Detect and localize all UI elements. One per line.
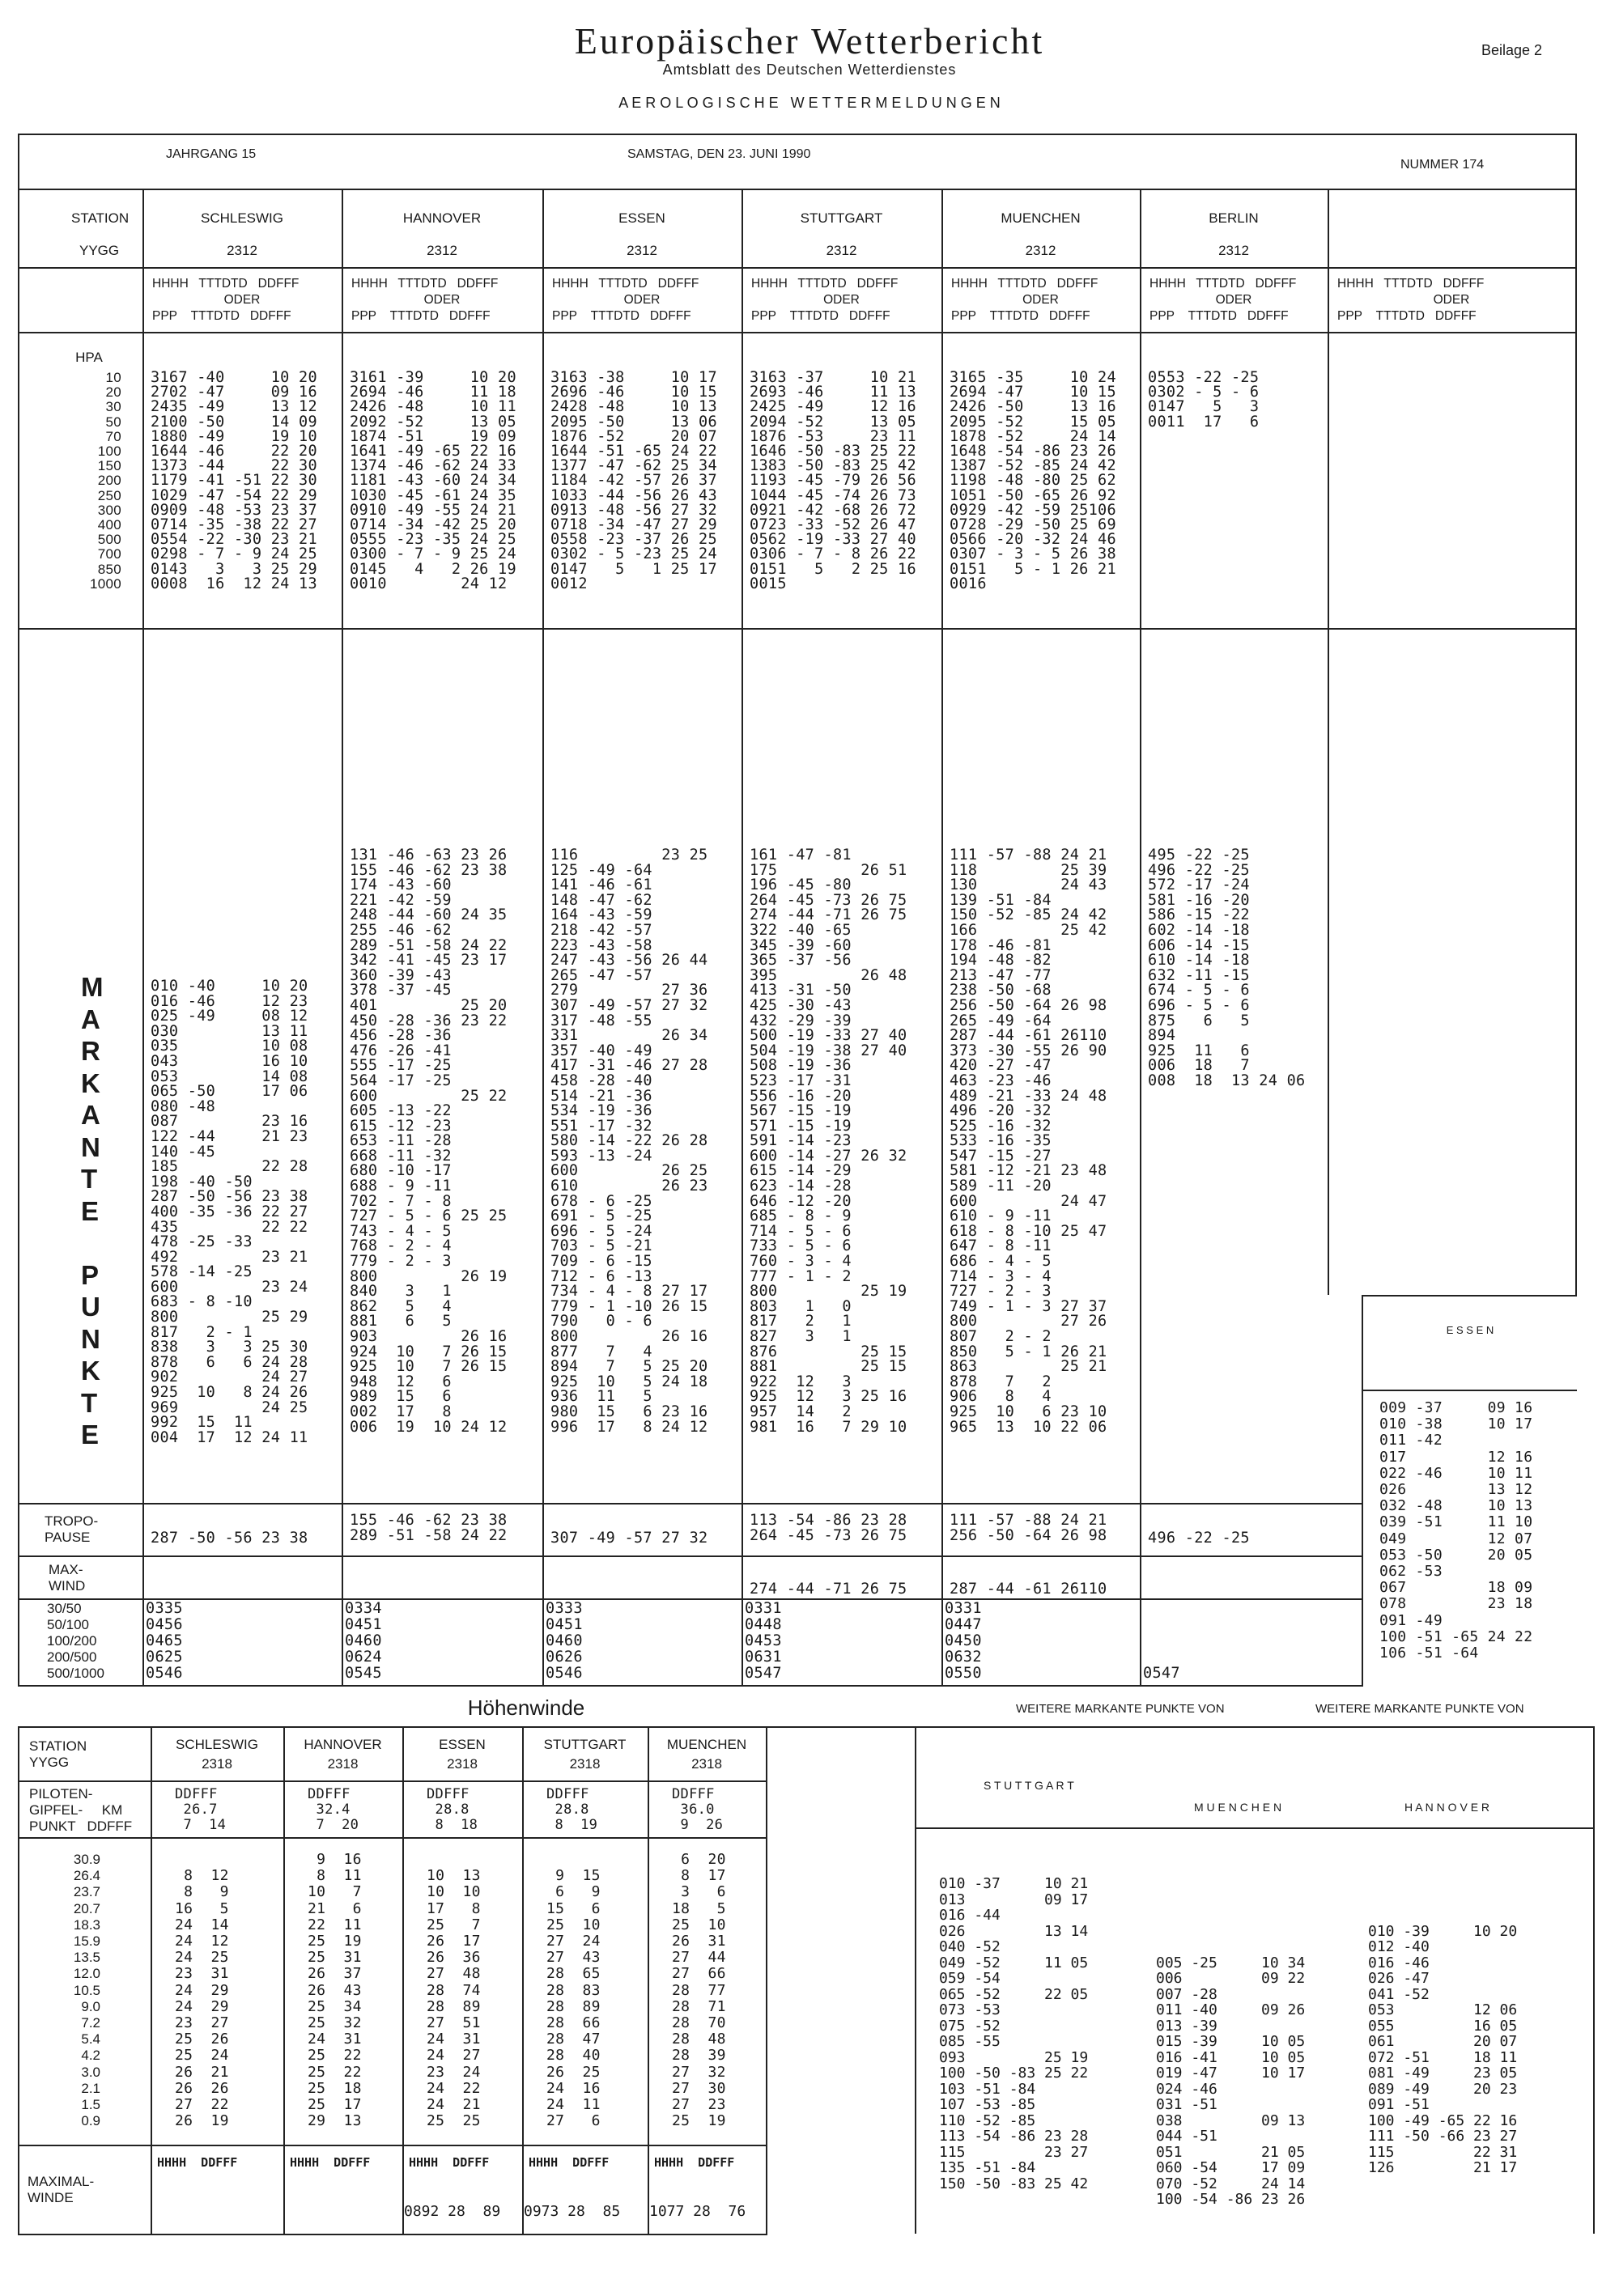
essen-extra-rows: 009 -37 09 16 010 -38 10 17 011 -42 017 12 16 022 -46 10 11 026 13 12 032 -48 10 13 039 -51 11 10 049 12 07 053 -50 20 05 062 -53 067 18 09 078 23 18 091 -49 100 -51 -65 24 22 106 -51 -64 xyxy=(1379,1399,1533,1662)
tropopause-label: TROPO- PAUSE xyxy=(45,1513,99,1545)
hw-maxwind-header: HHHH DDFFF xyxy=(529,2155,610,2170)
markante-punkte: 131 -46 -63 23 26 155 -46 -62 23 38 174 -43 -60 221 -42 -59 248 -44 -60 24 35 255 -46 -62 289 -51 -58 24 22 342 -41 -45 23 17 360 -39 -43 378 -37 -45 401 25 20 450 -28 -36 23 22 456 -28 -36 476 -26 -41 555 -17 -25 564 -17 -25 600 25 22 605 -13 -22 615 -12 -23 653 -11 -28 668 -11 -32 680 -10 -17 688 - 9 -11 702 - 7 - 8 727 - 5 - 6 25 25 743 - 4 - 5 768 - 2 - 4 779 - 2 - 3 800 26 19 840 3 1 862 5 4 881 6 5 903 26 16 924 10 7 26 15 925 10 7 26 15 948 12 6 989 15 6 002 17 8 006 19 10 24 12 xyxy=(350,847,508,1436)
col-header-bot: PPP TTTDTD DDFFF xyxy=(552,309,691,323)
hw-wind-values: 8 12 8 9 16 5 24 14 24 12 24 25 23 31 24 29 24 29 23 27 25 26 25 24 26 21 26 26 27 22 26 19 xyxy=(175,1867,229,2130)
layer-thickness: 0331 0448 0453 0631 0547 xyxy=(745,1600,782,1682)
markante-punkte: 116 23 25 125 -49 -64 141 -46 -61 148 -47 -62 164 -43 -59 218 -42 -57 223 -43 -58 247 -43 -56 26 44 265 -47 -57 279 27 36 307 -49 -57 27 32 317 -48 -55 331 26 34 357 -40 -49 417 -31 -46 27 28 458 -28 -40 514 -21 -36 534 -19 -36 551 -17 -32 580 -14 -22 26 28 593 -13 -24 600 26 25 610 26 23 678 - 6 -25 691 - 5 -25 696 - 5 -24 703 - 5 -21 709 - 6 -15 712 - 6 -13 734 - 4 - 8 27 17 779 - 1 -10 26 15 790 0 - 6 800 26 16 877 7 4 894 7 5 25 20 925 10 5 24 18 936 11 5 980 15 6 23 16 996 17 8 24 12 xyxy=(550,847,708,1436)
maxwind-label: MAX- WIND xyxy=(49,1562,86,1594)
station-label: STATION xyxy=(71,210,130,226)
hw-pilot-label: PILOTEN- GIPFEL- KM PUNKT DDFFF xyxy=(29,1786,133,1834)
maxwind-values: 274 -44 -71 26 75 xyxy=(750,1581,907,1598)
station-name: STUTTGART xyxy=(800,210,883,226)
standard-levels: 3165 -35 10 24 2694 -47 10 15 2426 -50 13 16 2095 -52 15 05 1878 -52 24 14 1648 -54 -86 23 26 1387 -52 -85 24 42 1198 -48 -80 25 62 1051 -50 -65 26 92 0929 -42 -59 25106 0728 -29 -50 25 69 0566 -20 -32 24 46 0307 - 3 - 5 26 38 0151 5 - 1 26 21 0016 xyxy=(950,369,1116,592)
weitere-label-1: WEITERE MARKANTE PUNKTE VON xyxy=(1016,1702,1225,1716)
hw-maxwind-value: 1077 28 76 xyxy=(649,2203,746,2220)
markante-punkte: 495 -22 -25 496 -22 -25 572 -17 -24 581 -16 -20 586 -15 -22 602 -14 -18 606 -14 -15 610 -14 -18 632 -11 -15 674 - 5 - 6 696 - 5 - 6 875 6 5 894 925 11 6 006 18 7 008 18 13 24 06 xyxy=(1148,847,1306,1089)
supplement-label: Beilage 2 xyxy=(1481,42,1543,58)
weitere-muenchen-rows: 005 -25 10 34 006 09 22 007 -28 011 -40 09 26 013 -39 015 -39 10 05 016 -41 10 05 019 -47 10 17 024 -46 031 -51 038 09 13 044 -51 051 21 05 060 -54 17 09 070 -52 24 14 100 -54 -86 23 26 xyxy=(1156,1954,1306,2208)
station-name: BERLIN xyxy=(1209,210,1259,226)
col-header-mid: ODER xyxy=(223,293,261,307)
col-header-top: HHHH TTTDTD DDFFF xyxy=(1337,277,1485,291)
layer-thickness: 0333 0451 0460 0626 0546 xyxy=(546,1600,583,1682)
hw-wind-values: 9 15 6 9 15 6 25 10 27 24 27 43 28 65 28 83 28 89 28 66 28 47 28 40 26 25 24 16 24 11 27 6 xyxy=(546,1867,601,2130)
col-header-bot: PPP TTTDTD DDFFF xyxy=(1337,309,1477,323)
date-label: SAMSTAG, DEN 23. JUNI 1990 xyxy=(627,147,811,161)
hw-station-yygg: 2318 xyxy=(569,1756,601,1772)
maxwind-values: 287 -44 -61 26110 xyxy=(950,1581,1107,1598)
hw-station-name: MUENCHEN xyxy=(666,1737,747,1752)
hw-pilot-values: DDFFF 26.7 7 14 xyxy=(175,1786,227,1833)
weitere-stuttgart-rows: 010 -37 10 21 013 09 17 016 -44 026 13 14 040 -52 049 -52 11 05 059 -54 065 -52 22 05 073 -53 075 -52 085 -55 093 25 19 100 -50 -83 25 22 103 -51 -84 107 -53 -85 110 -52 -85 113 -54 -86 23 28 115 23 27 135 -51 -84 150 -50 -83 25 42 xyxy=(939,1875,1089,2192)
layer-thickness: 0335 0456 0465 0625 0546 xyxy=(146,1600,183,1682)
hw-maxwind-header: HHHH DDFFF xyxy=(157,2155,238,2170)
weitere-hannover-rows: 010 -39 10 20 012 -40 016 -46 026 -47 041 -52 053 12 06 055 16 05 061 20 07 072 -51 18 11 081 -49 23 05 089 -49 20 23 091 -51 100 -49 -65 22 16 111 -50 -66 23 27 115 22 31 126 21 17 xyxy=(1368,1922,1518,2176)
tropopause-values: 287 -50 -56 23 38 xyxy=(151,1530,308,1547)
hw-maxwinde-label: MAXIMAL- WINDE xyxy=(28,2174,95,2205)
tropopause-values: 496 -22 -25 xyxy=(1148,1530,1250,1547)
col-header-mid: ODER xyxy=(1022,293,1059,307)
standard-levels: 0553 -22 -25 0302 - 5 - 6 0147 5 3 0011 17 6 xyxy=(1148,369,1260,431)
hoehenwinde-title: Höhenwinde xyxy=(467,1695,585,1720)
hpa-levels: 10 20 30 50 70 100 150 200 250 300 400 500 700 850 1000 xyxy=(89,370,121,592)
issue-number: NUMMER 174 xyxy=(1400,158,1485,172)
layer-thickness-labels: 30/50 50/100 100/200 200/500 500/1000 xyxy=(47,1601,104,1681)
hw-station-yygg: 2318 xyxy=(691,1756,722,1772)
station-yygg: 2312 xyxy=(227,243,257,258)
page-subtitle: Amtsblatt des Deutschen Wetterdienstes xyxy=(662,62,957,78)
hw-station-name: ESSEN xyxy=(439,1737,486,1752)
hw-station-yygg: 2318 xyxy=(327,1756,359,1772)
tropopause-values: 113 -54 -86 23 28 264 -45 -73 26 75 xyxy=(750,1512,907,1544)
station-name: ESSEN xyxy=(618,210,665,226)
col-header-bot: PPP TTTDTD DDFFF xyxy=(1149,309,1289,323)
page-title: Europäischer Wetterbericht xyxy=(574,20,1045,62)
col-header-bot: PPP TTTDTD DDFFF xyxy=(152,309,291,323)
hw-maxwind-header: HHHH DDFFF xyxy=(654,2155,735,2170)
layer-thickness: 0334 0451 0460 0624 0545 xyxy=(345,1600,382,1682)
hw-station-yygg: 2318 xyxy=(202,1756,232,1772)
tropopause-values: 307 -49 -57 27 32 xyxy=(550,1530,708,1547)
col-header-bot: PPP TTTDTD DDFFF xyxy=(751,309,890,323)
col-header-bot: PPP TTTDTD DDFFF xyxy=(951,309,1090,323)
weitere-stuttgart-title: S T U T T G A R T xyxy=(984,1779,1074,1792)
station-name: SCHLESWIG xyxy=(200,210,284,226)
essen-extra-title: E S S E N xyxy=(1446,1324,1494,1336)
essen-extra-box xyxy=(1362,1295,1577,1687)
station-yygg: 2312 xyxy=(427,243,457,258)
hpa-label: HPA xyxy=(75,350,103,365)
standard-levels: 3167 -40 10 20 2702 -47 09 16 2435 -49 13 12 2100 -50 14 09 1880 -49 19 10 1644 -46 22 20 1373 -44 22 30 1179 -41 -51 22 30 1029 -47 -54 22 29 0909 -48 -53 23 37 0714 -35 -38 22 27 0554 -22 -30 23 21 0298 - 7 - 9 24 25 0143 3 3 25 29 0008 16 12 24 13 xyxy=(151,369,317,592)
hw-station-name: STUTTGART xyxy=(543,1737,627,1752)
weitere-muenchen-title: M U E N C H E N xyxy=(1194,1801,1282,1814)
section-title: A E R O L O G I S C H E W E T T E R M E L D U N G E N xyxy=(618,95,1001,111)
col-header-top: HHHH TTTDTD DDFFF xyxy=(751,277,899,291)
standard-levels: 3161 -39 10 20 2694 -46 11 18 2426 -48 10 11 2092 -52 13 05 1874 -51 19 09 1641 -49 -65 22 16 1374 -46 -62 24 33 1181 -43 -60 24 34 1030 -45 -61 24 35 0910 -49 -55 24 21 0714 -34 -42 25 20 0555 -23 -35 24 25 0300 - 7 - 9 25 24 0145 4 2 26 19 0010 24 12 xyxy=(350,369,516,592)
col-header-mid: ODER xyxy=(623,293,661,307)
station-name: HANNOVER xyxy=(402,210,482,226)
hw-levels: 30.9 26.4 23.7 20.7 18.3 15.9 13.5 12.0 10.5 9.0 7.2 5.4 4.2 3.0 2.1 1.5 0.9 xyxy=(73,1852,100,2129)
station-yygg: 2312 xyxy=(1218,243,1249,258)
layer-thickness: 0547 xyxy=(1143,1665,1180,1682)
hw-station-yygg: 2318 xyxy=(447,1756,478,1772)
volume-label: JAHRGANG 15 xyxy=(166,147,257,161)
hw-pilot-values: DDFFF 28.8 8 18 xyxy=(427,1786,478,1833)
markante-punkte: 010 -40 10 20 016 -46 12 23 025 -49 08 12 030 13 11 035 10 08 043 16 10 053 14 08 065 -50 17 06 080 -48 087 23 16 122 -44 21 23 140 -45 185 22 28 198 -40 -50 287 -50 -56 23 38 400 -35 -36 22 27 435 22 22 478 -25 -33 492 23 21 578 -14 -25 600 23 24 683 - 8 -10 800 25 29 817 2 - 1 838 3 3 25 30 878 6 6 24 28 902 24 27 925 10 8 24 26 969 24 25 992 15 11 004 17 12 24 11 xyxy=(151,978,308,1446)
layer-thickness: 0331 0447 0450 0632 0550 xyxy=(945,1600,982,1682)
col-header-mid: ODER xyxy=(1433,293,1470,307)
weitere-hannover-title: H A N N O V E R xyxy=(1404,1801,1490,1814)
hw-station-label: STATION YYGG xyxy=(29,1738,87,1770)
col-header-top: HHHH TTTDTD DDFFF xyxy=(351,277,499,291)
col-header-mid: ODER xyxy=(1215,293,1252,307)
col-header-mid: ODER xyxy=(823,293,860,307)
col-header-top: HHHH TTTDTD DDFFF xyxy=(152,277,300,291)
markante-punkte: 161 -47 -81 175 26 51 196 -45 -80 264 -45 -73 26 75 274 -44 -71 26 75 322 -40 -65 345 -39 -60 365 -37 -56 395 26 48 413 -31 -50 425 -30 -43 432 -29 -39 500 -19 -33 27 40 504 -19 -38 27 40 508 -19 -36 523 -17 -31 556 -16 -20 567 -15 -19 571 -15 -19 591 -14 -23 600 -14 -27 26 32 615 -14 -29 623 -14 -28 646 -12 -20 685 - 8 - 9 714 - 5 - 6 733 - 5 - 6 760 - 3 - 4 777 - 1 - 2 800 25 19 803 1 0 817 2 1 827 3 1 876 25 15 881 25 15 922 12 3 925 12 3 25 16 957 14 2 981 16 7 29 10 xyxy=(750,847,907,1436)
yygg-label: YYGG xyxy=(79,243,120,258)
col-header-bot: PPP TTTDTD DDFFF xyxy=(351,309,491,323)
standard-levels: 3163 -37 10 21 2693 -46 11 13 2425 -49 12 16 2094 -52 13 05 1876 -53 23 11 1646 -50 -83 25 22 1383 -50 -83 25 42 1193 -45 -79 26 56 1044 -45 -74 26 73 0921 -42 -68 26 72 0723 -33 -52 26 47 0562 -19 -33 27 40 0306 - 7 - 8 26 22 0151 5 2 25 16 0015 xyxy=(750,369,916,592)
standard-levels: 3163 -38 10 17 2696 -46 10 15 2428 -48 10 13 2095 -50 13 06 1876 -52 20 07 1644 -51 -65 24 22 1377 -47 -62 25 34 1184 -42 -57 26 37 1033 -44 -56 26 43 0913 -48 -56 27 32 0718 -34 -47 27 29 0558 -23 -37 26 25 0302 - 5 -23 25 24 0147 5 1 25 17 0012 xyxy=(550,369,717,592)
hw-wind-values: 6 20 8 17 3 6 18 5 25 10 26 31 27 44 27 66 28 77 28 71 28 70 28 48 28 39 27 32 27 30 27 23 25 19 xyxy=(672,1851,726,2130)
tropopause-values: 155 -46 -62 23 38 289 -51 -58 24 22 xyxy=(350,1512,508,1544)
hw-maxwind-header: HHHH DDFFF xyxy=(409,2155,490,2170)
hw-station-name: SCHLESWIG xyxy=(175,1737,259,1752)
markante-punkte: 111 -57 -88 24 21 118 25 39 130 24 43 139 -51 -84 150 -52 -85 24 42 166 25 42 178 -46 -81 194 -48 -82 213 -47 -77 238 -50 -68 256 -50 -64 26 98 265 -49 -64 287 -44 -61 26110 373 -30 -55 26 90 420 -27 -47 463 -23 -46 489 -21 -33 24 48 496 -20 -32 525 -16 -32 533 -16 -35 547 -15 -27 581 -12 -21 23 48 589 -11 -20 600 24 47 610 - 9 -11 618 - 8 -10 25 47 647 - 8 -11 686 - 4 - 5 714 - 3 - 4 727 - 2 - 3 749 - 1 - 3 27 37 800 27 26 807 2 - 2 850 5 - 1 26 21 863 25 21 878 7 2 906 8 4 925 10 6 23 10 965 13 10 22 06 xyxy=(950,847,1107,1436)
hw-wind-values: 10 13 10 10 17 8 25 7 26 17 26 36 27 48 28 74 28 89 27 51 24 31 24 27 23 24 24 22 24 21 25 25 xyxy=(427,1867,481,2130)
station-yygg: 2312 xyxy=(826,243,857,258)
col-header-top: HHHH TTTDTD DDFFF xyxy=(552,277,699,291)
hw-maxwind-value: 0892 28 89 xyxy=(404,2203,501,2220)
station-yygg: 2312 xyxy=(1025,243,1056,258)
hw-pilot-values: DDFFF 28.8 8 19 xyxy=(546,1786,598,1833)
col-header-top: HHHH TTTDTD DDFFF xyxy=(1149,277,1297,291)
markante-punkte-label: M A R K A N T E P U N K T E xyxy=(81,972,104,1449)
col-header-mid: ODER xyxy=(423,293,461,307)
station-name: MUENCHEN xyxy=(1001,210,1081,226)
hw-maxwind-header: HHHH DDFFF xyxy=(290,2155,371,2170)
hw-wind-values: 9 16 8 11 10 7 21 6 22 11 25 19 25 31 26 37 26 43 25 34 25 32 24 31 25 22 25 22 25 18 25 17 29 13 xyxy=(308,1851,362,2130)
station-yygg: 2312 xyxy=(627,243,657,258)
hw-pilot-values: DDFFF 32.4 7 20 xyxy=(308,1786,359,1833)
weitere-label-2: WEITERE MARKANTE PUNKTE VON xyxy=(1315,1702,1524,1716)
hw-pilot-values: DDFFF 36.0 9 26 xyxy=(672,1786,724,1833)
col-header-top: HHHH TTTDTD DDFFF xyxy=(951,277,1098,291)
hw-maxwind-value: 0973 28 85 xyxy=(524,2203,621,2220)
tropopause-values: 111 -57 -88 24 21 256 -50 -64 26 98 xyxy=(950,1512,1107,1544)
hw-station-name: HANNOVER xyxy=(304,1737,382,1752)
